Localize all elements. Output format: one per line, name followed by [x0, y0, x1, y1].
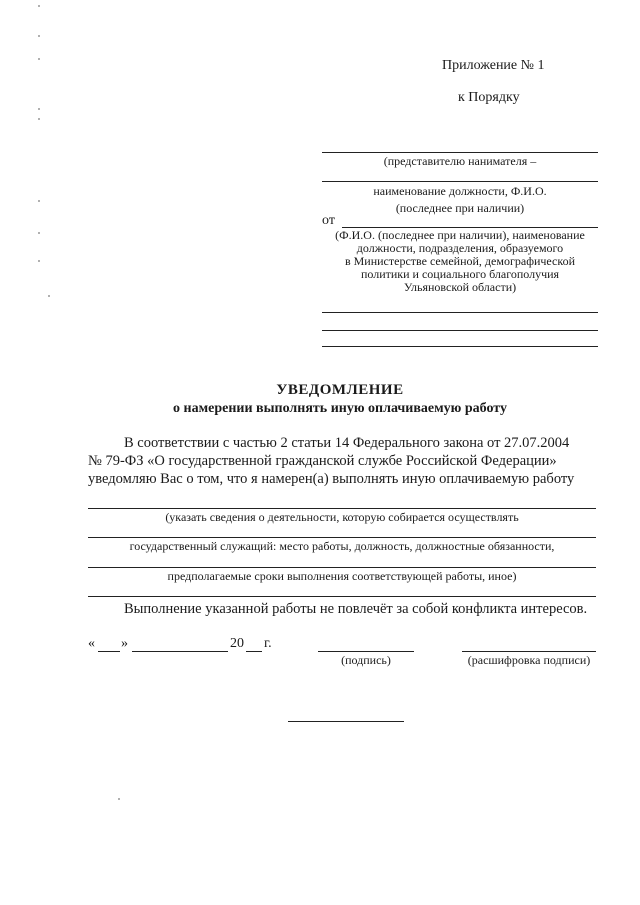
date-year-line: [246, 651, 262, 652]
conflict-statement: Выполнение указанной работы не повлечёт за собой конфликта интересов.: [124, 601, 588, 617]
scan-speck: [118, 798, 120, 800]
activity-line-1: [88, 508, 596, 509]
scan-speck: [38, 5, 40, 7]
body-line-2: № 79-ФЗ «О государственной гражданской службе Российской Федерации»: [88, 453, 557, 469]
date-close-quote: »: [121, 636, 128, 651]
scan-speck: [38, 118, 40, 120]
appendix-label: Приложение № 1: [442, 58, 545, 73]
signature-label: (подпись): [341, 653, 391, 667]
scan-speck: [38, 35, 40, 37]
date-year-suffix: г.: [264, 636, 272, 651]
date-year-prefix: 20: [230, 636, 244, 651]
scan-speck: [48, 295, 50, 297]
signature-decode-label: (расшифровка подписи): [467, 653, 591, 667]
activity-hint-3: предполагаемые сроки выполнения соответствующей работы, иное): [167, 569, 517, 583]
date-open-quote: «: [88, 636, 95, 651]
activity-line-4: [88, 596, 596, 597]
from-blank-line-2: [322, 330, 598, 331]
activity-hint-1: (указать сведения о деятельности, которую собирается осуществлять: [165, 510, 519, 524]
body-line-1: В соответствии с частью 2 статьи 14 Федерального закона от 27.07.2004: [124, 435, 570, 451]
from-hint-1: (Ф.И.О. (последнее при наличии), наименование: [335, 228, 585, 242]
signature-decode-line: [462, 651, 596, 652]
from-blank-line-1: [322, 312, 598, 313]
activity-line-2: [88, 537, 596, 538]
scan-speck: [38, 200, 40, 202]
addressee-line-2: [322, 181, 598, 182]
date-day-line: [98, 651, 120, 652]
addressee-to-hint-2: наименование должности, Ф.И.О.: [373, 184, 547, 198]
scan-speck: [38, 232, 40, 234]
order-label: к Порядку: [458, 90, 520, 105]
scan-speck: [38, 260, 40, 262]
closing-separator: [288, 721, 404, 722]
body-line-3: уведомляю Вас о том, что я намерен(а) выполнять иную оплачиваемую работу: [88, 471, 575, 487]
addressee-to-hint-1: (представителю нанимателя –: [383, 154, 537, 168]
notice-title: УВЕДОМЛЕНИЕ: [276, 382, 404, 398]
from-hint-2: должности, подразделения, образуемого: [356, 241, 564, 255]
date-month-line: [132, 651, 228, 652]
activity-line-3: [88, 567, 596, 568]
scan-speck: [38, 58, 40, 60]
signature-line: [318, 651, 414, 652]
activity-hint-2: государственный служащий: место работы, должность, должностные обязанности,: [129, 539, 555, 553]
from-hint-5: Ульяновской области): [403, 280, 517, 294]
scan-speck: [38, 108, 40, 110]
from-label: от: [322, 213, 335, 228]
addressee-to-hint-3: (последнее при наличии): [395, 201, 525, 215]
from-blank-line-3: [322, 346, 598, 347]
addressee-line-1: [322, 152, 598, 153]
from-hint-3: в Министерстве семейной, демографической: [344, 254, 576, 268]
from-hint-4: политики и социального благополучия: [360, 267, 560, 281]
notice-subtitle: о намерении выполнять иную оплачиваемую работу: [173, 401, 507, 416]
